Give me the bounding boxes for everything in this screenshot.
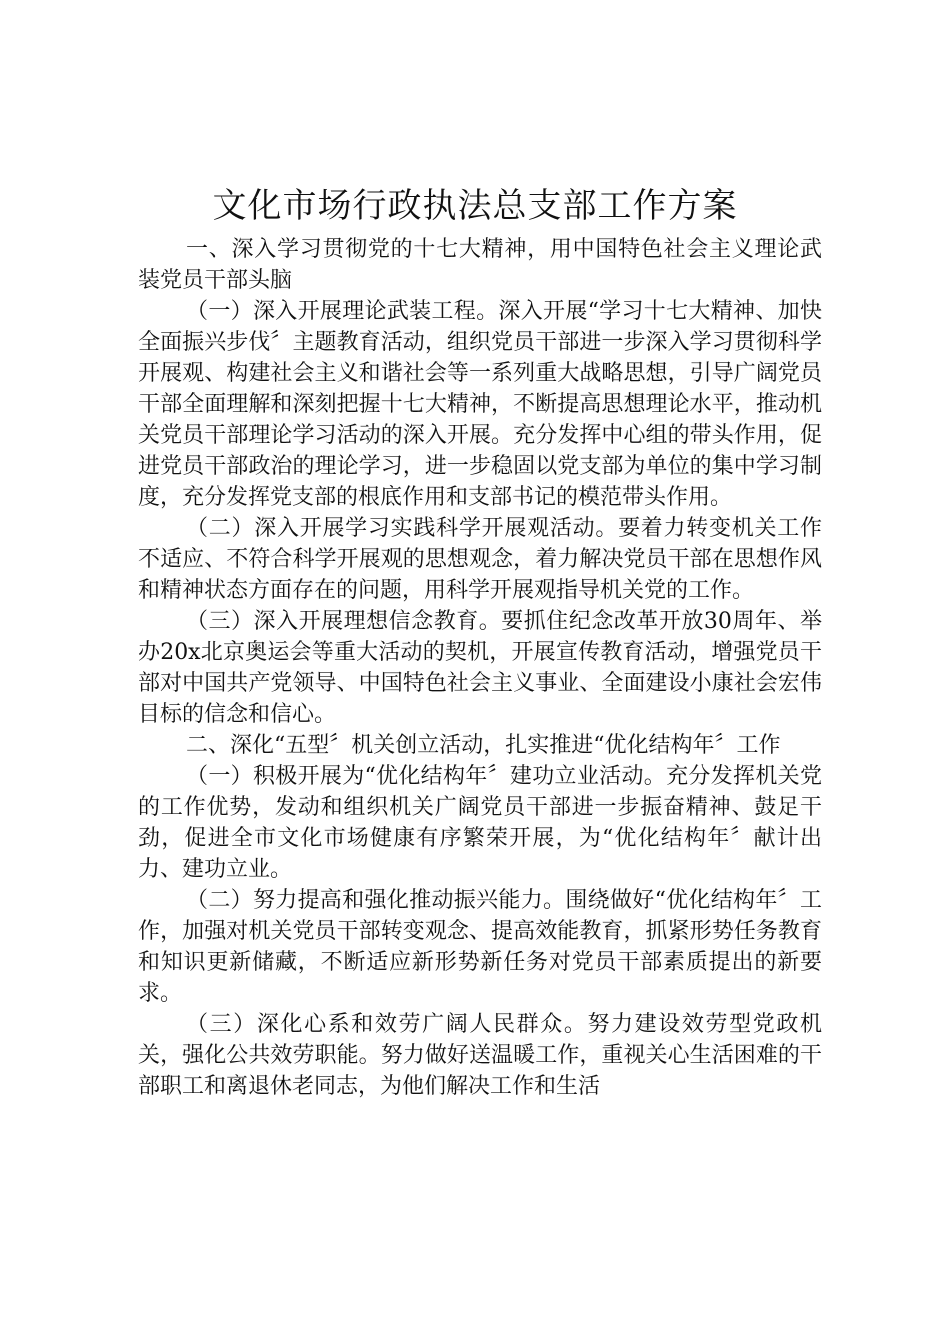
- paragraph-1-3: （三）深入开展理想信念教育。要抓住纪念改革开放30周年、举办20x北京奥运会等重大活动的契机，开展宣传教育活动，增强党员干部对中国共产党领导、中国特色社会主义事业、全面建设小康社会宏伟目标的信念和信心。: [138, 609, 822, 727]
- document-body: [138, 234, 822, 1102]
- paragraph-1-2: （二）深入开展学习实践科学开展观活动。要着力转变机关工作不适应、不符合科学开展观的思想观念，着力解决党员干部在思想作风和精神状态方面存在的问题，用科学开展观指导机关党的工作。: [138, 516, 822, 603]
- paragraph-2-3: （三）深化心系和效劳广阔人民群众。努力建设效劳型党政机关，强化公共效劳职能。努力做好送温暖工作，重视关心生活困难的干部职工和离退休老同志，为他们解决工作和生活: [138, 1012, 822, 1099]
- paragraph-2-2: （二）努力提高和强化推动振兴能力。围绕做好“优化结构年〞工作，加强对机关党员干部转变观念、提高效能教育，抓紧形势任务教育和知识更新储藏，不断适应新形势新任务对党员干部素质提出的新要求。: [138, 888, 822, 1006]
- document-title: 文化市场行政执法总支部工作方案: [212, 186, 738, 226]
- paragraph-1-1: （一）深入开展理论武装工程。深入开展“学习十七大精神、加快全面振兴步伐〞主题教育活动，组织党员干部进一步深入学习贯彻科学开展观、构建社会主义和谐社会等一系列重大战略思想，引导广阔党员干部全面理解和深刻把握十七大精神，不断提高思想理论水平，推动机关党员干部理论学习活动的深入开展。充分发挥中心组的带头作用，促进党员干部政治的理论学习，进一步稳固以党支部为单位的集中学习制度，充分发挥党支部的根底作用和支部书记的模范带头作用。: [138, 299, 822, 510]
- section-heading-2: 二、深化“五型〞机关创立活动，扎实推进“优化结构年〞工作: [186, 733, 781, 758]
- section-heading-1: 一、深入学习贯彻党的十七大精神，用中国特色社会主义理论武装党员干部头脑: [138, 237, 822, 293]
- paragraph-2-1: （一）积极开展为“优化结构年〞建功立业活动。充分发挥机关党的工作优势，发动和组织机关广阔党员干部进一步振奋精神、鼓足干劲，促进全市文化市场健康有序繁荣开展，为“优化结构年〞献计出力、建功立业。: [138, 764, 822, 882]
